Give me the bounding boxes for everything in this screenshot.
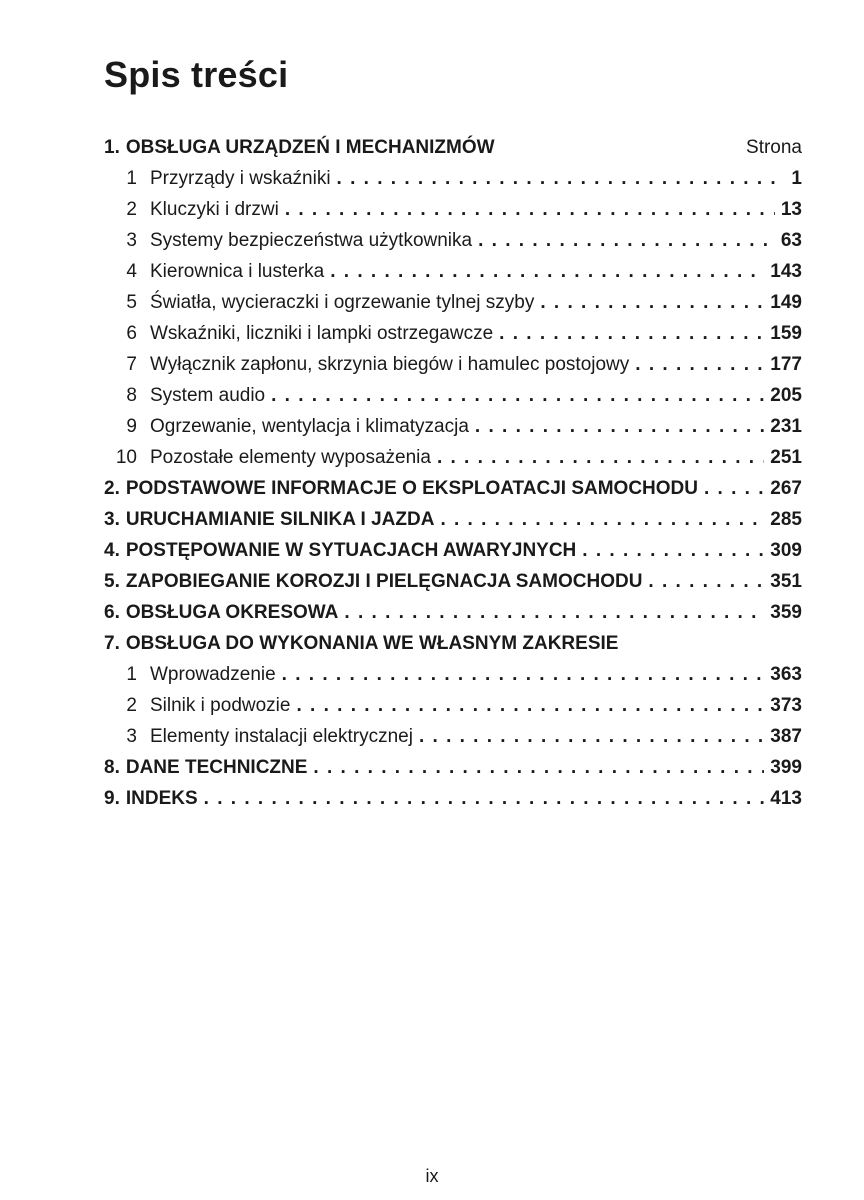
page-number: 413 xyxy=(770,788,802,809)
toc-chapter-5[interactable] xyxy=(104,566,802,597)
section-title: Elementy instalacji elektrycznej xyxy=(150,726,413,747)
page-number: 399 xyxy=(770,757,802,778)
toc-section[interactable] xyxy=(104,163,802,194)
page-number: 1 xyxy=(791,168,802,189)
section-title: System audio xyxy=(150,385,266,406)
toc-section[interactable] xyxy=(104,721,802,752)
dot-leader xyxy=(285,194,775,225)
toc-chapter-8[interactable] xyxy=(104,752,802,783)
dot-leader xyxy=(330,256,764,287)
dot-leader xyxy=(499,318,764,349)
dot-leader xyxy=(648,566,764,597)
toc-chapter-3[interactable] xyxy=(104,504,802,535)
page-number: 13 xyxy=(780,199,802,220)
page-number: 359 xyxy=(770,602,802,623)
section-number: 1 xyxy=(126,168,137,189)
page-number: 285 xyxy=(770,509,802,530)
page-number: 363 xyxy=(770,664,802,685)
section-title: Kierownica i lusterka xyxy=(150,261,325,282)
toc-chapter-7[interactable] xyxy=(104,628,802,659)
dot-leader xyxy=(437,442,764,473)
chapter-title: DANE TECHNICZNE xyxy=(125,757,308,778)
toc-section[interactable] xyxy=(104,442,802,473)
section-number: 6 xyxy=(126,323,137,344)
toc-chapter-2[interactable] xyxy=(104,473,802,504)
section-number: 8 xyxy=(126,385,137,406)
section-title: Ogrzewanie, wentylacja i klimatyzacja xyxy=(150,416,469,437)
page-number: 159 xyxy=(770,323,802,344)
dot-leader xyxy=(540,287,764,318)
toc-chapter-4[interactable] xyxy=(104,535,802,566)
page-number: 205 xyxy=(770,385,802,406)
chapter-title: ZAPOBIEGANIE KOROZJI I PIELĘGNACJA SAMOCHODU xyxy=(125,571,643,592)
dot-leader xyxy=(635,349,764,380)
section-number: 7 xyxy=(126,354,137,375)
dot-leader xyxy=(344,597,764,628)
chapter-number: 9. xyxy=(104,788,120,809)
toc-section[interactable] xyxy=(104,318,802,349)
chapter-title: PODSTAWOWE INFORMACJE O EKSPLOATACJI SAMOCHODU xyxy=(125,478,698,499)
chapter-number: 1. xyxy=(104,137,120,158)
dot-leader xyxy=(440,504,764,535)
dot-leader xyxy=(282,659,765,690)
page-title: Spis treści xyxy=(104,54,289,95)
section-number: 3 xyxy=(126,726,137,747)
toc-section[interactable] xyxy=(104,256,802,287)
chapter-number: 5. xyxy=(104,571,120,592)
toc-chapter-1[interactable] xyxy=(104,132,802,163)
section-number: 10 xyxy=(115,447,137,468)
chapter-title: URUCHAMIANIE SILNIKA I JAZDA xyxy=(125,509,435,530)
section-number: 9 xyxy=(126,416,137,437)
dot-leader xyxy=(296,690,764,721)
section-number: 4 xyxy=(126,261,137,282)
section-number: 2 xyxy=(126,695,137,716)
chapter-number: 6. xyxy=(104,602,120,623)
section-title: Wskaźniki, liczniki i lampki ostrzegawcze xyxy=(150,323,494,344)
page-number: 351 xyxy=(770,571,802,592)
chapter-title: OBSŁUGA OKRESOWA xyxy=(125,602,339,623)
chapter-title: POSTĘPOWANIE W SYTUACJACH AWARYJNYCH xyxy=(125,540,577,561)
section-number: 2 xyxy=(126,199,137,220)
section-title: Wyłącznik zapłonu, skrzynia biegów i hamulec postojowy xyxy=(150,354,630,375)
page-number: 149 xyxy=(770,292,802,313)
chapter-number: 7. xyxy=(104,633,120,654)
section-title: Kluczyki i drzwi xyxy=(150,199,279,220)
page-number: 309 xyxy=(770,540,802,561)
page-number: 177 xyxy=(770,354,802,375)
dot-leader xyxy=(313,752,764,783)
table-of-contents xyxy=(104,132,802,814)
strona-label: Strona xyxy=(746,137,802,158)
section-title: Silnik i podwozie xyxy=(150,695,291,716)
chapter-number: 3. xyxy=(104,509,120,530)
toc-section[interactable] xyxy=(104,690,802,721)
page-number: 231 xyxy=(770,416,802,437)
toc-section[interactable] xyxy=(104,287,802,318)
page-number: 267 xyxy=(770,478,802,499)
section-title: Wprowadzenie xyxy=(150,664,276,685)
section-title: Pozostałe elementy wyposażenia xyxy=(150,447,431,468)
dot-leader xyxy=(478,225,775,256)
toc-section[interactable] xyxy=(104,349,802,380)
page-number: 143 xyxy=(770,261,802,282)
dot-leader xyxy=(475,411,764,442)
chapter-number: 2. xyxy=(104,478,120,499)
chapter-number: 4. xyxy=(104,540,120,561)
chapter-number: 8. xyxy=(104,757,120,778)
page-number: 387 xyxy=(770,726,802,747)
page-number: 373 xyxy=(770,695,802,716)
dot-leader xyxy=(419,721,764,752)
dot-leader xyxy=(337,163,786,194)
toc-section[interactable] xyxy=(104,380,802,411)
section-title: Światła, wycieraczki i ogrzewanie tylnej szyby xyxy=(150,292,535,313)
toc-chapter-9[interactable] xyxy=(104,783,802,814)
dot-leader xyxy=(582,535,764,566)
chapter-title: OBSŁUGA DO WYKONANIA WE WŁASNYM ZAKRESIE xyxy=(125,633,619,654)
page-number: 63 xyxy=(780,230,802,251)
section-number: 3 xyxy=(126,230,137,251)
section-title: Przyrządy i wskaźniki xyxy=(150,168,331,189)
section-number: 1 xyxy=(126,664,137,685)
footer-page-number: ix xyxy=(425,1166,439,1186)
chapter-title: INDEKS xyxy=(125,788,198,809)
page-number: 251 xyxy=(770,447,802,468)
section-title: Systemy bezpieczeństwa użytkownika xyxy=(150,230,473,251)
section-number: 5 xyxy=(126,292,137,313)
toc-chapter-6[interactable] xyxy=(104,597,802,628)
dot-leader xyxy=(704,473,764,504)
chapter-title: OBSŁUGA URZĄDZEŃ I MECHANIZMÓW xyxy=(125,137,495,158)
toc-section[interactable] xyxy=(104,225,802,256)
toc-section[interactable] xyxy=(104,411,802,442)
toc-section[interactable] xyxy=(104,194,802,225)
dot-leader xyxy=(204,783,765,814)
toc-section[interactable] xyxy=(104,659,802,690)
dot-leader xyxy=(271,380,764,411)
